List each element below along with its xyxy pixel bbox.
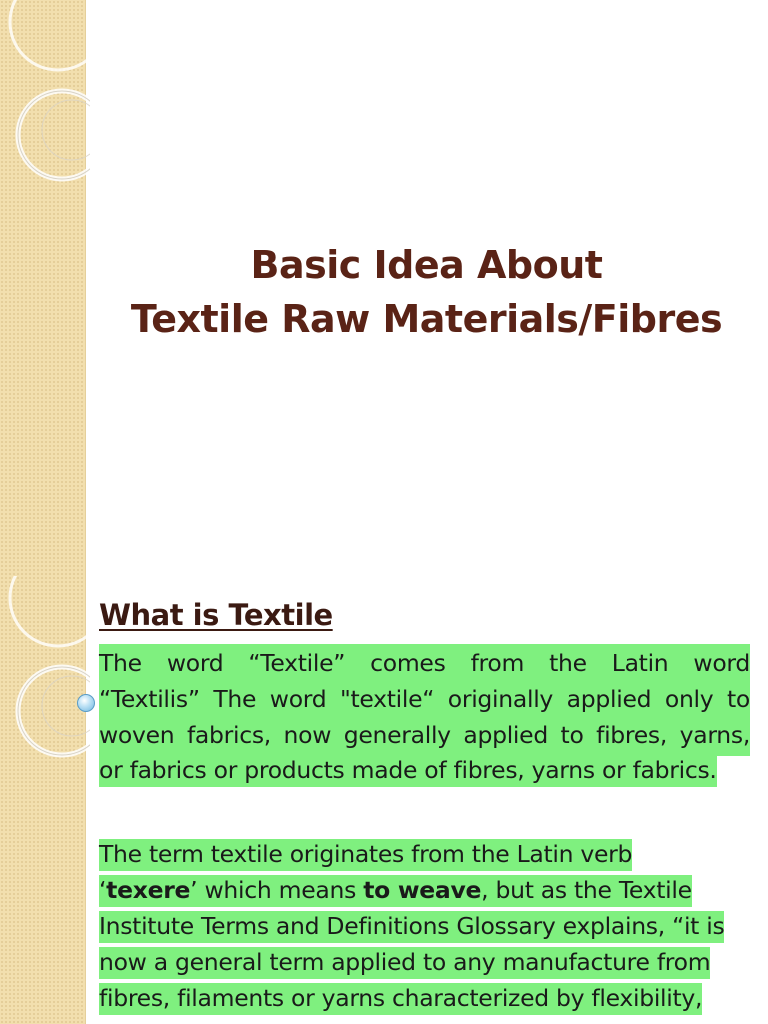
title-line-1: Basic Idea About	[250, 243, 603, 287]
paragraph-origin	[99, 836, 750, 1016]
latin-verb: texere	[106, 876, 191, 904]
text-line	[99, 875, 692, 907]
text-line: “Textilis” The word "textile“ originally applied only to	[99, 680, 750, 720]
text-line: fibres, filaments or yarns characterized by flexibility,	[99, 983, 702, 1015]
meaning-phrase: to weave	[363, 876, 482, 904]
text-line: woven fabrics, now generally applied to fibres, yarns,	[99, 716, 750, 756]
text-fragment: , but as the Textile	[481, 876, 692, 904]
content-slide	[0, 576, 768, 1024]
text-line: The word “Textile” comes from the Latin word	[99, 644, 750, 684]
paragraph-definition	[99, 644, 750, 788]
slide-title	[85, 238, 768, 346]
title-line-2: Textile Raw Materials/Fibres	[130, 297, 723, 341]
decorative-rings	[0, 576, 90, 776]
decorative-rings	[0, 0, 90, 200]
text-line: Institute Terms and Definitions Glossary explains, “it is	[99, 911, 724, 943]
text-line: now a general term applied to any manufacture from	[99, 947, 710, 979]
bullet-dot-icon	[77, 694, 95, 712]
text-fragment: ’ which means	[190, 876, 364, 904]
quote-mark: ‘	[99, 876, 107, 904]
section-heading: What is Textile	[99, 598, 333, 632]
text-line: The term textile originates from the Latin verb	[99, 839, 632, 871]
text-line: or fabrics or products made of fibres, yarns or fabrics.	[99, 755, 717, 787]
